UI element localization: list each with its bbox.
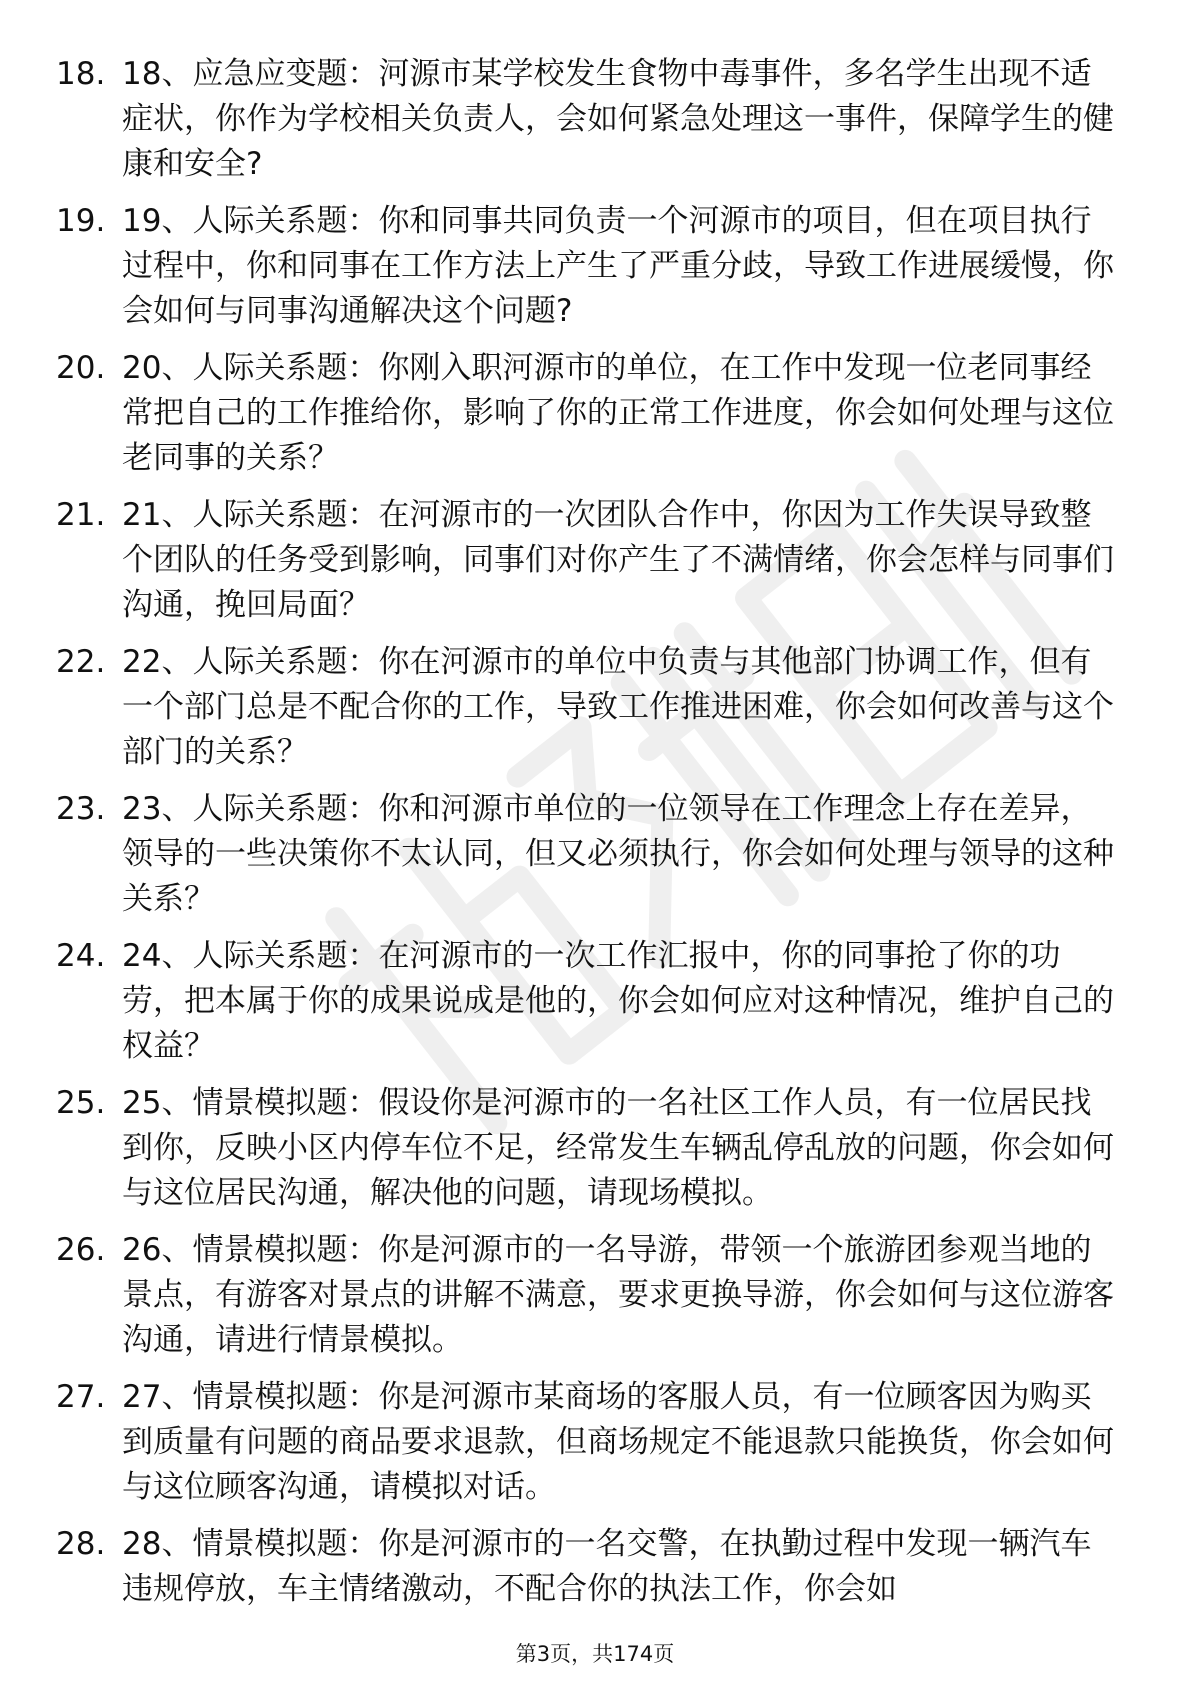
question-text: 24、人际关系题：在河源市的一次工作汇报中，你的同事抢了你的功劳，把本属于你的成果说成是他的，你会如何应对这种情况，维护自己的权益？ — [122, 938, 1114, 1064]
question-number: 22. — [56, 644, 106, 680]
question-text: 22、人际关系题：你在河源市的单位中负责与其他部门协调工作，但有一个部门总是不配合你的工作，导致工作推进困难，你会如何改善与这个部门的关系？ — [122, 644, 1114, 770]
question-number: 23. — [56, 791, 106, 827]
question-text: 21、人际关系题：在河源市的一次团队合作中，你因为工作失误导致整个团队的任务受到影响，同事们对你产生了不满情绪，你会怎样与同事们沟通，挽回局面？ — [122, 497, 1114, 623]
question-item — [56, 934, 1136, 1069]
question-number: 24. — [56, 938, 106, 974]
question-text: 19、人际关系题：你和同事共同负责一个河源市的项目，但在项目执行过程中，你和同事在工作方法上产生了严重分歧，导致工作进展缓慢，你会如何与同事沟通解决这个问题? — [122, 203, 1114, 329]
question-item — [56, 52, 1136, 187]
question-number: 18. — [56, 56, 106, 92]
question-text: 26、情景模拟题：你是河源市的一名导游，带领一个旅游团参观当地的景点，有游客对景点的讲解不满意，要求更换导游，你会如何与这位游客沟通，请进行情景模拟。 — [122, 1232, 1114, 1358]
question-item — [56, 1228, 1136, 1363]
question-text: 28、情景模拟题：你是河源市的一名交警，在执勤过程中发现一辆汽车违规停放，车主情绪激动，不配合你的执法工作，你会如 — [122, 1526, 1092, 1607]
question-item — [56, 1081, 1136, 1216]
question-number: 21. — [56, 497, 106, 533]
question-text: 18、应急应变题：河源市某学校发生食物中毒事件，多名学生出现不适症状，你作为学校相关负责人，会如何紧急处理这一事件，保障学生的健康和安全? — [122, 56, 1114, 182]
question-item — [56, 787, 1136, 922]
question-text: 20、人际关系题：你刚入职河源市的单位，在工作中发现一位老同事经常把自己的工作推给你，影响了你的正常工作进度，你会如何处理与这位老同事的关系？ — [122, 350, 1114, 476]
question-text: 27、情景模拟题：你是河源市某商场的客服人员，有一位顾客因为购买到质量有问题的商品要求退款，但商场规定不能退款只能换货，你会如何与这位顾客沟通，请模拟对话。 — [122, 1379, 1114, 1505]
question-item — [56, 493, 1136, 628]
question-item — [56, 199, 1136, 334]
question-number: 27. — [56, 1379, 106, 1415]
question-text: 25、情景模拟题：假设你是河源市的一名社区工作人员，有一位居民找到你，反映小区内停车位不足，经常发生车辆乱停乱放的问题，你会如何与这位居民沟通，解决他的问题，请现场模拟。 — [122, 1085, 1114, 1211]
question-number: 28. — [56, 1526, 106, 1562]
question-list — [56, 52, 1136, 1624]
question-item — [56, 1522, 1136, 1612]
page-footer: 第3页，共174页 — [515, 1642, 675, 1666]
question-text: 23、人际关系题：你和河源市单位的一位领导在工作理念上存在差异，领导的一些决策你不太认同，但又必须执行，你会如何处理与领导的这种关系？ — [122, 791, 1114, 917]
question-item — [56, 1375, 1136, 1510]
question-number: 25. — [56, 1085, 106, 1121]
question-number: 19. — [56, 203, 106, 239]
question-number: 20. — [56, 350, 106, 386]
question-item — [56, 346, 1136, 481]
question-number: 26. — [56, 1232, 106, 1268]
question-item — [56, 640, 1136, 775]
